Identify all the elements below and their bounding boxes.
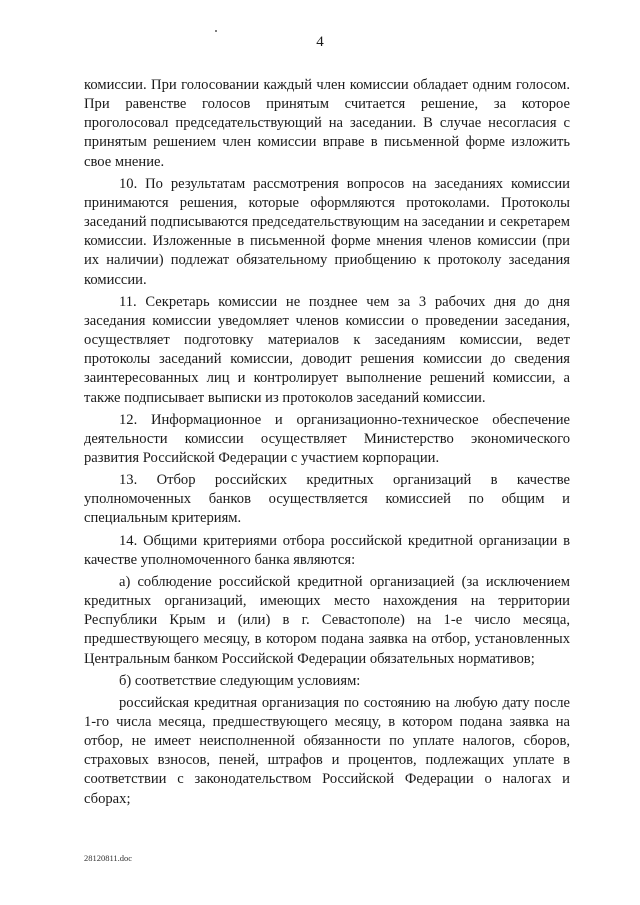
paragraph-11: 11. Секретарь комиссии не позднее чем за 3 рабочих дня до дня заседания комиссии уведомляет членов комиссии о проведении заседания, осуществляет подготовку материалов к заседаниям комиссии, ведет протоколы заседаний комиссии, доводит решения комиссии до сведения заинтересованных лиц и контролирует выполнение решений комиссии, а также подписывает выписки из протоколов заседаний комиссии. (84, 293, 570, 406)
page-number: 4 (316, 34, 324, 50)
document-file-reference: 28120811.doc (84, 853, 133, 863)
paragraph-14-b: б) соответствие следующим условиям: (119, 672, 361, 689)
paragraph-14: 14. Общими критериями отбора российской кредитной организации в качестве уполномоченного банка являются: (84, 532, 570, 568)
paragraph-12: 12. Информационное и организационно-техническое обеспечение деятельности комиссии осуществляет Министерство экономического развития Российской Федерации с участием корпорации. (84, 411, 570, 466)
paragraph-14-a: а) соблюдение российской кредитной организацией (за исключением кредитных организаций, имеющих место нахождения на территории Республики Крым и (или) в г. Севастополе) на 1-е число месяца, предшествующего месяцу, в котором подана заявка на отбор, установленных Центральным банком Российской Федерации обязательных нормативов; (84, 573, 570, 667)
scan-speck (215, 30, 217, 32)
paragraph-continuation: комиссии. При голосовании каждый член комиссии обладает одним голосом. При равенстве голосов принятым считается решение, за которое проголосовал председательствующий на заседании. В случае несогласия с принятым решением член комиссии вправе в письменной форме изложить свое мнение. (84, 77, 570, 170)
paragraph-14-b-condition: российская кредитная организация по состоянию на любую дату после 1-го числа месяца, предшествующего месяцу, в котором подана заявка на отбор, не имеет неисполненной обязанности по уплате налогов, сборов, страховых взносов, пеней, штрафов и процентов, подлежащих уплате в соответствии с законодательством Российской Федерации о налогах и сборах; (84, 694, 570, 807)
paragraph-13: 13. Отбор российских кредитных организаций в качестве уполномоченных банков осуществляется комиссией по общим и специальным критериям. (84, 472, 570, 527)
document-body (84, 76, 570, 812)
paragraph-10: 10. По результатам рассмотрения вопросов на заседаниях комиссии принимаются решения, которые оформляются протоколами. Протоколы заседаний подписываются председательствующим на заседании и секретарем комиссии. Изложенные в письменной форме мнения членов комиссии (при их наличии) подлежат обязательному приобщению к протоколу заседания комиссии. (84, 175, 570, 288)
